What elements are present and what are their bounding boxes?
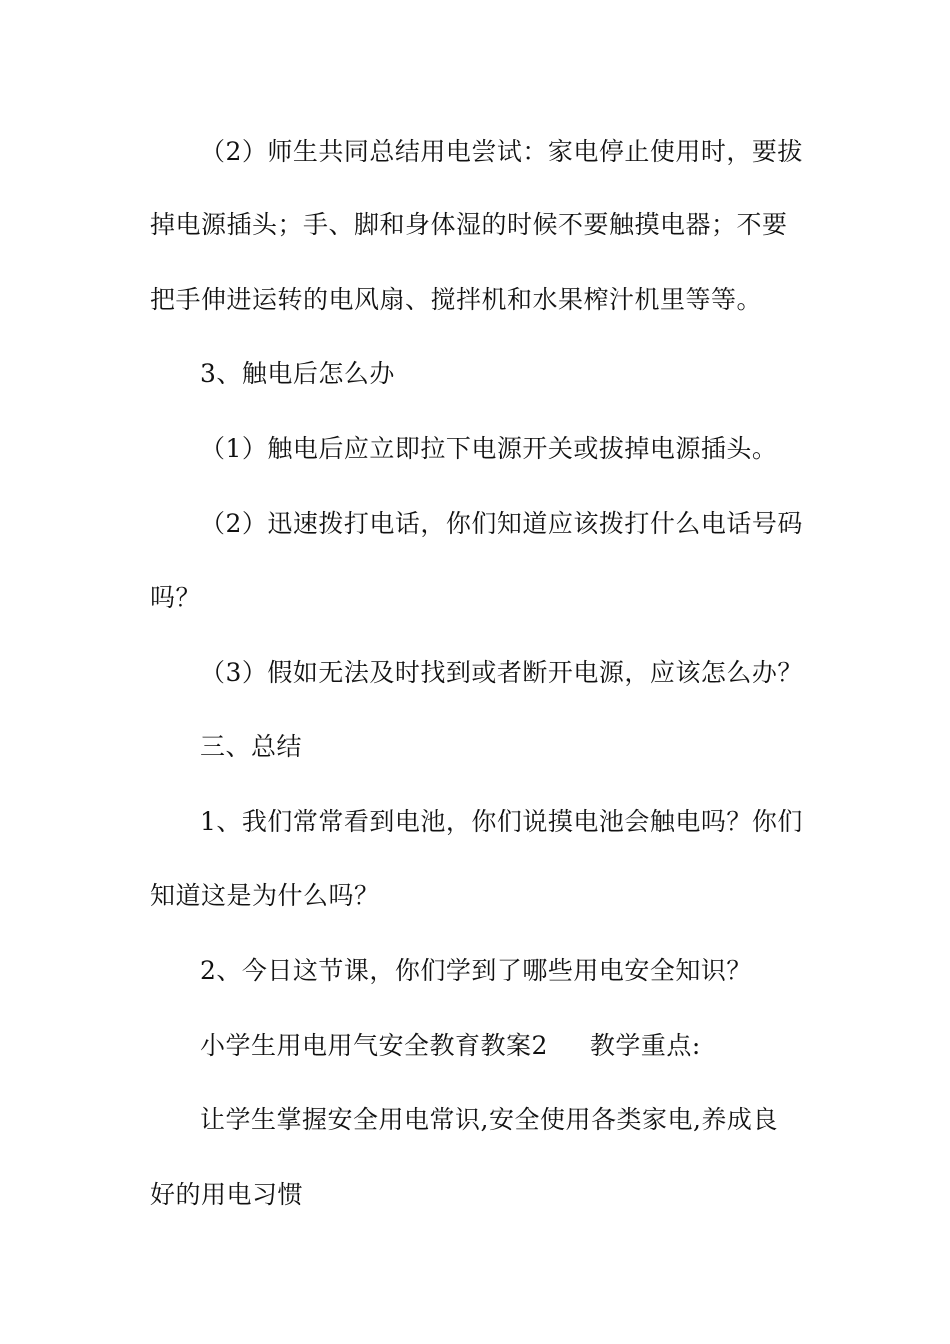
subheading: 教学重点:	[589, 1031, 701, 1060]
title-line	[200, 1030, 701, 1062]
paragraph-line: 掉电源插头；手、脚和身体湿的时候不要触摸电器；不要	[150, 210, 788, 239]
paragraph-line: 好的用电习惯	[150, 1180, 304, 1209]
paragraph-line: 1、我们常常看到电池，你们说摸电池会触电吗？你们	[200, 807, 803, 836]
paragraph-line: 2、今日这节课，你们学到了哪些用电安全知识？	[200, 956, 752, 985]
paragraph-line: （2）师生共同总结用电尝试：家电停止使用时，要拔	[200, 137, 803, 166]
paragraph-line: （3）假如无法及时找到或者断开电源，应该怎么办？	[200, 658, 803, 687]
section-heading: 3、触电后怎么办	[200, 359, 395, 388]
paragraph-line: 知道这是为什么吗？	[150, 881, 380, 910]
paragraph-line: （1）触电后应立即拉下电源开关或拔掉电源插头。	[200, 434, 778, 463]
document-title: 小学生用电用气安全教育教案2	[200, 1031, 548, 1060]
paragraph-line: 吗？	[150, 583, 202, 612]
section-heading: 三、总结	[200, 732, 303, 761]
paragraph-line: （2）迅速拨打电话，你们知道应该拨打什么电话号码	[200, 509, 803, 538]
paragraph-line: 让学生掌握安全用电常识,安全使用各类家电,养成良	[200, 1105, 778, 1134]
paragraph-line: 把手伸进运转的电风扇、搅拌机和水果榨汁机里等等。	[150, 285, 763, 314]
